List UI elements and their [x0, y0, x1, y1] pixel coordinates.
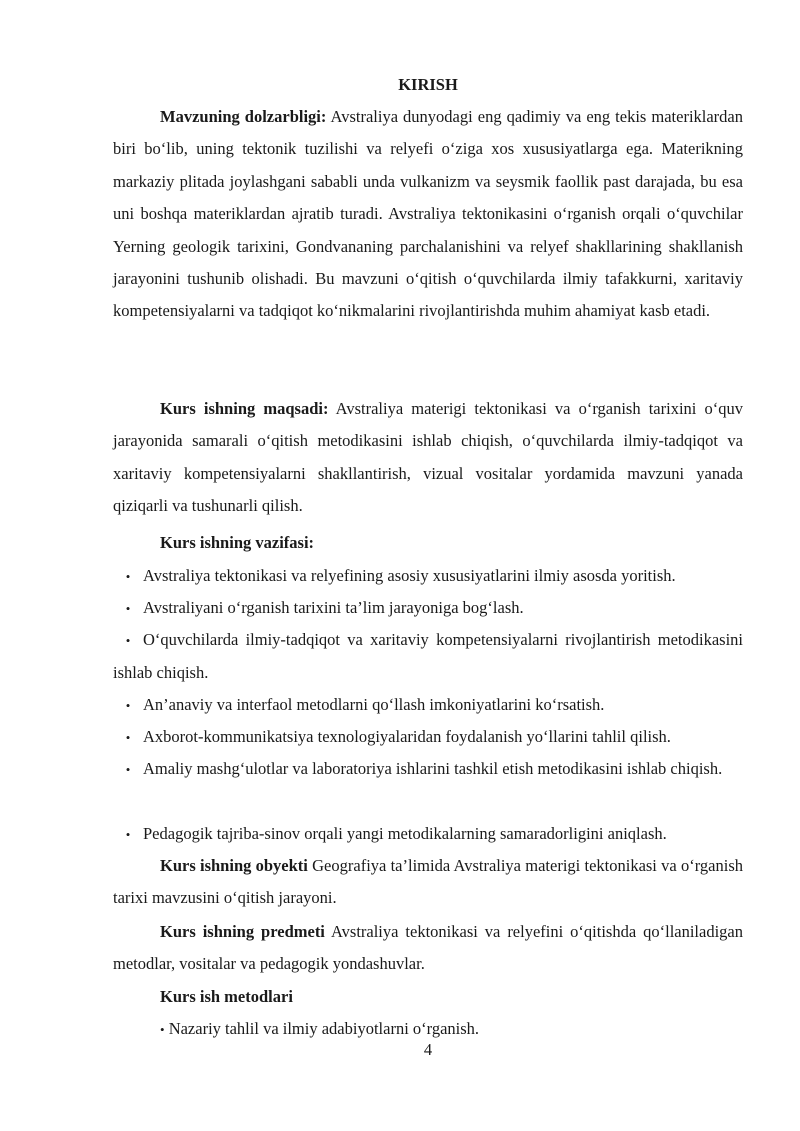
vazifa-item-text: Avstraliya tektonikasi va relyefining asosiy xususiyatlarini ilmiy asosda yoritish. — [143, 566, 676, 585]
predmet-text: Avstraliya tektonikasi va relyefini o‘qitishda qo‘llaniladigan metodlar, vositalar va pedagogik yondashuvlar. — [113, 922, 744, 974]
vazifa-item — [113, 753, 743, 786]
obyekt-label: Kurs ishning obyekti — [160, 856, 308, 875]
dolzarblik-paragraph — [113, 101, 743, 328]
obyekt-text: Geografiya ta’limida Avstraliya materigi tektonikasi va o‘rganish tarixi mavzusini o‘qitish jarayoni. — [113, 856, 743, 908]
bullet-icon: • — [125, 569, 131, 584]
vazifa-item-text: O‘quvchilarda ilmiy-tadqiqot va xaritaviy kompetensiyalarni rivojlantirish metodikasini ishlab chiqish. — [113, 630, 743, 683]
bullet-icon: • — [125, 601, 131, 616]
vazifa-item-text: Axborot-kommunikatsiya texnologiyalaridan foydalanish yo‘llarini tahlil qilish. — [143, 727, 671, 746]
vazifa-item — [113, 818, 743, 851]
vazifa-item — [113, 592, 743, 625]
metod-heading: Kurs ish metodlari — [160, 987, 293, 1006]
vazifa-item-text: Pedagogik tajriba-sinov orqali yangi metodikalarning samaradorligini aniqlash. — [143, 824, 667, 843]
dolzarblik-text: Avstraliya dunyodagi eng qadimiy va eng tekis materiklardan biri bo‘lib, uning tektonik tuzilishi va relyefi o‘ziga xos xususiyatlarga ega. Materikning markaziy plitada joylashgani sababli unda vulkanizm va seysmik faollik past darajada, bu esa uni boshqa materiklardan ajratib turadi. Avstraliya tektonikasini o‘rganish orqali o‘quvchilar Yerning geologik tarixini, Gondvananing parchalanishini va relyef shakllarining shakllanish jarayonini tushunib olishadi. Bu mavzuni o‘qitish o‘quvchilarda ilmiy tafakkurni, xaritaviy kompetensiyalarni va tadqiqot ko‘nikmalarini rivojlantirishda muhim ahamiyat kasb etadi. — [113, 107, 744, 321]
maqsad-text: Avstraliya materigi tektonikasi va o‘rganish tarixini o‘quv jarayonida samarali o‘qitish metodikasini ishlab chiqish, o‘quvchilarda ilmiy-tadqiqot va xaritaviy kompetensiyalarni shakllantirish, vizual vositalar yordamida mavzuni yanada qiziqarli va tushunarli qilish. — [113, 399, 743, 516]
bullet-icon: • — [125, 698, 131, 713]
vazifa-item — [113, 624, 743, 690]
dolzarblik-label: Mavzuning dolzarbligi: — [160, 107, 327, 126]
vazifa-item-text: An’anaviy va interfaol metodlarni qo‘llash imkoniyatlarini ko‘rsatish. — [143, 695, 605, 714]
maqsad-paragraph — [113, 393, 743, 523]
vazifa-item — [113, 721, 743, 754]
bullet-icon: • — [125, 762, 131, 777]
bullet-icon: • — [125, 827, 131, 842]
vazifa-heading: Kurs ishning vazifasi: — [160, 533, 315, 552]
metod-item-text: Nazariy tahlil va ilmiy adabiyotlarni o‘rganish. — [168, 1019, 480, 1038]
predmet-paragraph — [113, 916, 743, 981]
page-title: KIRISH — [398, 75, 458, 94]
predmet-label: Kurs ishning predmeti — [160, 922, 325, 941]
page-number: 4 — [423, 1040, 433, 1059]
maqsad-label: Kurs ishning maqsadi: — [160, 399, 329, 418]
obyekt-paragraph — [113, 850, 743, 915]
bullet-icon: • — [160, 1022, 165, 1037]
bullet-icon: • — [125, 633, 131, 648]
vazifa-item-text: Avstraliyani o‘rganish tarixini ta’lim jarayoniga bog‘lash. — [143, 598, 524, 617]
vazifa-item-text: Amaliy mashg‘ulotlar va laboratoriya ishlarini tashkil etish metodikasini ishlab chiqish. — [143, 759, 723, 778]
vazifa-item — [113, 560, 743, 593]
vazifa-item — [113, 689, 743, 722]
bullet-icon: • — [125, 730, 131, 745]
